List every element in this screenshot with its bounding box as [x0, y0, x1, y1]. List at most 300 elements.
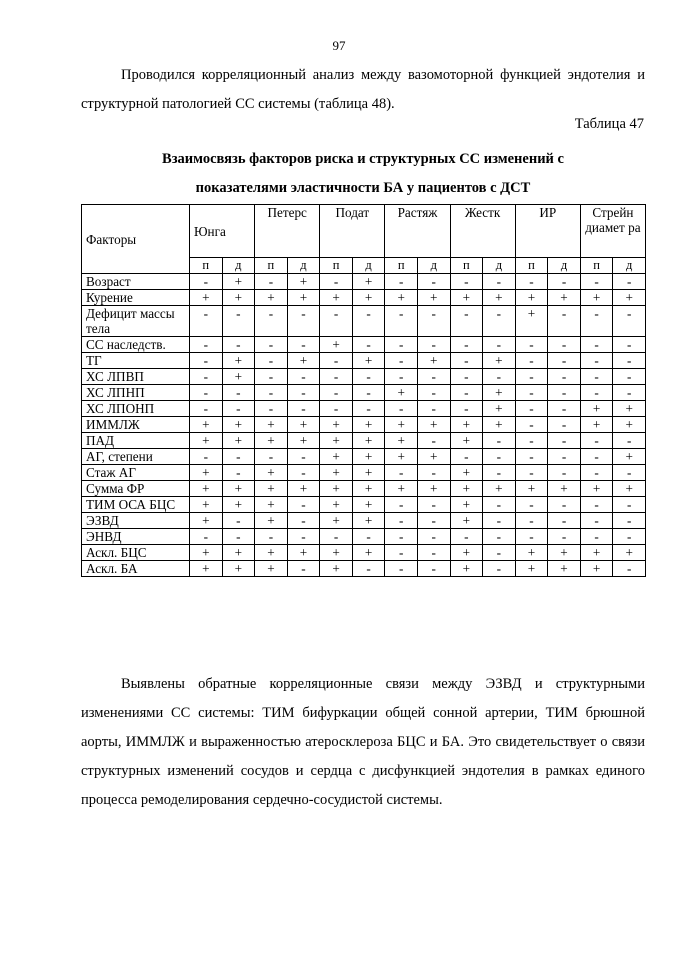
value-cell: -	[417, 337, 450, 353]
value-cell: +	[320, 561, 353, 577]
value-cell: -	[320, 306, 353, 337]
table-row	[82, 545, 646, 561]
value-cell: +	[352, 449, 385, 465]
value-cell: +	[190, 513, 223, 529]
value-cell: +	[352, 290, 385, 306]
value-cell: -	[580, 274, 613, 290]
table-row	[82, 369, 646, 385]
value-cell: -	[613, 433, 646, 449]
value-cell: -	[222, 449, 255, 465]
value-cell: +	[385, 433, 418, 449]
value-cell: -	[450, 369, 483, 385]
value-cell: -	[515, 417, 548, 433]
value-cell: -	[417, 561, 450, 577]
subheader-cell: п	[515, 258, 548, 274]
value-cell: -	[450, 274, 483, 290]
value-cell: -	[483, 545, 516, 561]
factor-cell: Стаж АГ	[82, 465, 190, 481]
factor-cell: ХС ЛПВП	[82, 369, 190, 385]
value-cell: -	[548, 417, 581, 433]
value-cell: -	[515, 529, 548, 545]
value-cell: +	[483, 417, 516, 433]
value-cell: -	[483, 449, 516, 465]
value-cell: +	[515, 306, 548, 337]
value-cell: -	[515, 497, 548, 513]
value-cell: -	[320, 369, 353, 385]
value-cell: +	[450, 465, 483, 481]
value-cell: -	[613, 369, 646, 385]
subheader-cell: д	[222, 258, 255, 274]
value-cell: -	[287, 337, 320, 353]
value-cell: +	[255, 465, 288, 481]
value-cell: -	[417, 497, 450, 513]
value-cell: +	[222, 290, 255, 306]
value-cell: -	[548, 369, 581, 385]
value-cell: -	[190, 529, 223, 545]
value-cell: -	[483, 561, 516, 577]
value-cell: +	[222, 353, 255, 369]
value-cell: +	[450, 481, 483, 497]
value-cell: +	[515, 290, 548, 306]
subheader-cell: д	[613, 258, 646, 274]
value-cell: +	[222, 481, 255, 497]
value-cell: -	[417, 306, 450, 337]
value-cell: +	[352, 274, 385, 290]
value-cell: +	[352, 465, 385, 481]
value-cell: +	[352, 513, 385, 529]
value-cell: +	[385, 449, 418, 465]
value-cell: -	[320, 385, 353, 401]
table-row	[82, 561, 646, 577]
value-cell: -	[580, 353, 613, 369]
factor-cell: Аскл. БА	[82, 561, 190, 577]
value-cell: -	[580, 449, 613, 465]
value-cell: +	[613, 417, 646, 433]
value-cell: -	[385, 401, 418, 417]
value-cell: -	[417, 385, 450, 401]
value-cell: -	[417, 545, 450, 561]
value-cell: -	[222, 385, 255, 401]
value-cell: -	[287, 385, 320, 401]
value-cell: +	[450, 290, 483, 306]
value-cell: +	[287, 353, 320, 369]
value-cell: -	[548, 274, 581, 290]
value-cell: +	[548, 561, 581, 577]
value-cell: +	[287, 417, 320, 433]
factor-cell: ИММЛЖ	[82, 417, 190, 433]
value-cell: +	[287, 433, 320, 449]
value-cell: +	[222, 274, 255, 290]
value-cell: +	[255, 561, 288, 577]
value-cell: -	[190, 337, 223, 353]
factor-cell: Курение	[82, 290, 190, 306]
value-cell: +	[190, 561, 223, 577]
value-cell: -	[385, 369, 418, 385]
value-cell: +	[222, 417, 255, 433]
value-cell: -	[580, 465, 613, 481]
value-cell: +	[613, 481, 646, 497]
value-cell: -	[287, 465, 320, 481]
value-cell: -	[352, 369, 385, 385]
value-cell: -	[548, 385, 581, 401]
table-row	[82, 401, 646, 417]
value-cell: -	[417, 513, 450, 529]
factor-cell: ХС ЛПНП	[82, 385, 190, 401]
factor-cell: ЭЗВД	[82, 513, 190, 529]
value-cell: -	[515, 274, 548, 290]
value-cell: -	[417, 401, 450, 417]
value-cell: -	[548, 449, 581, 465]
value-cell: +	[450, 561, 483, 577]
table-row	[82, 497, 646, 513]
value-cell: -	[385, 337, 418, 353]
value-cell: -	[255, 449, 288, 465]
value-cell: -	[222, 465, 255, 481]
value-cell: -	[548, 529, 581, 545]
value-cell: -	[385, 561, 418, 577]
value-cell: +	[613, 449, 646, 465]
value-cell: -	[255, 385, 288, 401]
value-cell: -	[385, 545, 418, 561]
value-cell: -	[352, 385, 385, 401]
value-cell: -	[548, 433, 581, 449]
value-cell: +	[450, 497, 483, 513]
factor-cell: Аскл. БЦС	[82, 545, 190, 561]
value-cell: +	[548, 545, 581, 561]
table-row	[82, 529, 646, 545]
value-cell: -	[385, 529, 418, 545]
intro-paragraph: Проводился корреляционный анализ между вазомоторной функцией эндотелия и структурной патологией СС системы (таблица 48).	[81, 67, 645, 112]
value-cell: -	[548, 513, 581, 529]
value-cell: -	[580, 433, 613, 449]
value-cell: -	[515, 353, 548, 369]
value-cell: -	[613, 561, 646, 577]
group-header: Стрейн диамет ра	[580, 205, 645, 258]
value-cell: -	[450, 401, 483, 417]
value-cell: +	[190, 290, 223, 306]
subheader-cell: д	[287, 258, 320, 274]
value-cell: -	[352, 401, 385, 417]
value-cell: -	[287, 306, 320, 337]
value-cell: -	[483, 369, 516, 385]
subheader-cell: п	[450, 258, 483, 274]
table-row	[82, 465, 646, 481]
value-cell: -	[385, 306, 418, 337]
factor-cell: ХС ЛПОНП	[82, 401, 190, 417]
value-cell: +	[222, 497, 255, 513]
value-cell: -	[352, 337, 385, 353]
value-cell: +	[190, 545, 223, 561]
value-cell: +	[515, 481, 548, 497]
table-title-line-1: Взаимосвязь факторов риска и структурных СС изменений с	[162, 151, 564, 167]
value-cell: +	[287, 545, 320, 561]
value-cell: +	[483, 353, 516, 369]
value-cell: -	[515, 385, 548, 401]
value-cell: +	[580, 545, 613, 561]
value-cell: -	[352, 306, 385, 337]
value-cell: -	[483, 513, 516, 529]
conclusion-paragraph: Выявлены обратные корреляционные связи между ЭЗВД и структурными изменениями СС системы: ТИМ бифуркации общей сонной артерии, ТИМ брюшной аорты, ИММЛЖ и выраженностью атеросклероза БЦС и БА. Это свидетельствует о связи структурных изменений сосудов и сердца с дисфункцией эндотелия в рамках единого процесса ремоделирования сердечно-сосудистой системы.	[81, 676, 645, 808]
table-row	[82, 337, 646, 353]
value-cell: -	[450, 385, 483, 401]
value-cell: +	[287, 290, 320, 306]
value-cell: -	[190, 401, 223, 417]
value-cell: -	[450, 353, 483, 369]
value-cell: +	[450, 417, 483, 433]
value-cell: +	[190, 465, 223, 481]
value-cell: +	[320, 545, 353, 561]
value-cell: -	[287, 513, 320, 529]
value-cell: +	[385, 417, 418, 433]
value-cell: -	[483, 337, 516, 353]
group-header: Жестк	[450, 205, 515, 258]
value-cell: +	[222, 433, 255, 449]
page-number: 97	[332, 38, 346, 53]
value-cell: +	[287, 481, 320, 497]
value-cell: +	[190, 433, 223, 449]
value-cell: +	[320, 497, 353, 513]
value-cell: +	[222, 369, 255, 385]
value-cell: -	[613, 465, 646, 481]
value-cell: -	[580, 337, 613, 353]
subheader-cell: п	[255, 258, 288, 274]
value-cell: -	[515, 401, 548, 417]
value-cell: +	[222, 545, 255, 561]
value-cell: -	[190, 353, 223, 369]
table-title	[81, 145, 645, 203]
table-row	[82, 306, 646, 337]
value-cell: -	[483, 529, 516, 545]
value-cell: -	[222, 513, 255, 529]
value-cell: -	[450, 306, 483, 337]
value-cell: -	[255, 306, 288, 337]
value-cell: +	[222, 561, 255, 577]
value-cell: -	[613, 497, 646, 513]
value-cell: -	[548, 306, 581, 337]
value-cell: -	[613, 337, 646, 353]
value-cell: +	[255, 290, 288, 306]
value-cell: -	[450, 449, 483, 465]
value-cell: +	[352, 433, 385, 449]
value-cell: +	[613, 401, 646, 417]
value-cell: -	[613, 513, 646, 529]
value-cell: -	[515, 513, 548, 529]
value-cell: -	[222, 306, 255, 337]
value-cell: +	[352, 545, 385, 561]
value-cell: +	[385, 290, 418, 306]
value-cell: +	[385, 385, 418, 401]
value-cell: -	[287, 561, 320, 577]
table-number: Таблица 47	[574, 116, 644, 132]
value-cell: +	[255, 545, 288, 561]
value-cell: -	[287, 497, 320, 513]
value-cell: +	[255, 433, 288, 449]
value-cell: -	[190, 385, 223, 401]
value-cell: -	[580, 385, 613, 401]
value-cell: +	[255, 417, 288, 433]
value-cell: +	[483, 401, 516, 417]
value-cell: +	[483, 481, 516, 497]
correlation-table	[81, 204, 646, 577]
value-cell: -	[613, 353, 646, 369]
value-cell: +	[417, 353, 450, 369]
value-cell: -	[580, 513, 613, 529]
value-cell: -	[613, 529, 646, 545]
subheader-cell: д	[417, 258, 450, 274]
value-cell: +	[580, 417, 613, 433]
value-cell: +	[580, 481, 613, 497]
table-row	[82, 385, 646, 401]
subheader-cell: д	[548, 258, 581, 274]
value-cell: +	[580, 290, 613, 306]
subheader-cell: п	[385, 258, 418, 274]
value-cell: +	[450, 433, 483, 449]
value-cell: -	[515, 449, 548, 465]
value-cell: -	[287, 449, 320, 465]
group-header: Петерс	[255, 205, 320, 258]
value-cell: +	[483, 290, 516, 306]
value-cell: +	[352, 353, 385, 369]
value-cell: -	[255, 274, 288, 290]
group-header: Подат	[320, 205, 385, 258]
value-cell: +	[255, 513, 288, 529]
value-cell: +	[255, 481, 288, 497]
value-cell: -	[580, 369, 613, 385]
value-cell: +	[320, 513, 353, 529]
value-cell: -	[613, 274, 646, 290]
value-cell: +	[320, 290, 353, 306]
value-cell: +	[417, 481, 450, 497]
value-cell: -	[385, 497, 418, 513]
factor-cell: АГ, степени	[82, 449, 190, 465]
value-cell: +	[385, 481, 418, 497]
group-header: Юнга	[190, 205, 255, 258]
value-cell: -	[320, 274, 353, 290]
factor-cell: ТГ	[82, 353, 190, 369]
value-cell: +	[320, 449, 353, 465]
value-cell: +	[417, 290, 450, 306]
value-cell: -	[190, 306, 223, 337]
value-cell: -	[385, 274, 418, 290]
value-cell: -	[385, 353, 418, 369]
value-cell: -	[515, 433, 548, 449]
value-cell: +	[450, 545, 483, 561]
value-cell: +	[417, 449, 450, 465]
value-cell: +	[548, 481, 581, 497]
value-cell: -	[450, 529, 483, 545]
factor-cell: ТИМ ОСА БЦС	[82, 497, 190, 513]
table-row	[82, 417, 646, 433]
value-cell: -	[222, 401, 255, 417]
value-cell: +	[548, 290, 581, 306]
value-cell: +	[320, 465, 353, 481]
factor-cell: Возраст	[82, 274, 190, 290]
value-cell: -	[255, 529, 288, 545]
value-cell: -	[548, 337, 581, 353]
table-row	[82, 449, 646, 465]
factor-cell: СС наследств.	[82, 337, 190, 353]
value-cell: -	[417, 369, 450, 385]
value-cell: -	[190, 449, 223, 465]
factor-cell: ЭНВД	[82, 529, 190, 545]
value-cell: -	[222, 529, 255, 545]
value-cell: +	[320, 433, 353, 449]
value-cell: -	[417, 529, 450, 545]
group-header: ИР	[515, 205, 580, 258]
value-cell: -	[190, 369, 223, 385]
value-cell: -	[613, 306, 646, 337]
value-cell: +	[483, 385, 516, 401]
value-cell: -	[190, 274, 223, 290]
value-cell: +	[352, 417, 385, 433]
value-cell: -	[548, 465, 581, 481]
value-cell: -	[417, 274, 450, 290]
value-cell: -	[580, 306, 613, 337]
value-cell: -	[255, 369, 288, 385]
value-cell: -	[287, 529, 320, 545]
value-cell: -	[613, 385, 646, 401]
value-cell: -	[483, 274, 516, 290]
table-row	[82, 353, 646, 369]
value-cell: -	[580, 529, 613, 545]
value-cell: +	[515, 545, 548, 561]
value-cell: +	[287, 274, 320, 290]
value-cell: +	[320, 481, 353, 497]
value-cell: +	[190, 417, 223, 433]
table-row	[82, 274, 646, 290]
factor-cell: Сумма ФР	[82, 481, 190, 497]
table-row	[82, 290, 646, 306]
value-cell: +	[190, 497, 223, 513]
value-cell: -	[515, 369, 548, 385]
value-cell: +	[320, 417, 353, 433]
value-cell: -	[320, 529, 353, 545]
value-cell: -	[548, 353, 581, 369]
table-body	[82, 274, 646, 577]
value-cell: +	[613, 545, 646, 561]
value-cell: -	[385, 465, 418, 481]
value-cell: +	[613, 290, 646, 306]
subheader-cell: п	[580, 258, 613, 274]
value-cell: -	[255, 337, 288, 353]
subheader-cell: д	[352, 258, 385, 274]
table-row	[82, 481, 646, 497]
value-cell: -	[385, 513, 418, 529]
value-cell: -	[450, 337, 483, 353]
value-cell: -	[352, 561, 385, 577]
factor-cell: Дефицит массы тела	[82, 306, 190, 337]
value-cell: -	[548, 497, 581, 513]
value-cell: -	[255, 401, 288, 417]
subheader-cell: п	[190, 258, 223, 274]
value-cell: +	[515, 561, 548, 577]
value-cell: -	[515, 337, 548, 353]
value-cell: +	[352, 497, 385, 513]
subheader-cell: д	[483, 258, 516, 274]
value-cell: -	[548, 401, 581, 417]
value-cell: -	[483, 465, 516, 481]
value-cell: +	[580, 401, 613, 417]
value-cell: -	[320, 353, 353, 369]
value-cell: -	[222, 337, 255, 353]
value-cell: +	[580, 561, 613, 577]
value-cell: +	[450, 513, 483, 529]
value-cell: -	[417, 465, 450, 481]
factor-cell: ПАД	[82, 433, 190, 449]
group-header: Растяж	[385, 205, 450, 258]
subheader-cell: п	[320, 258, 353, 274]
value-cell: -	[483, 497, 516, 513]
